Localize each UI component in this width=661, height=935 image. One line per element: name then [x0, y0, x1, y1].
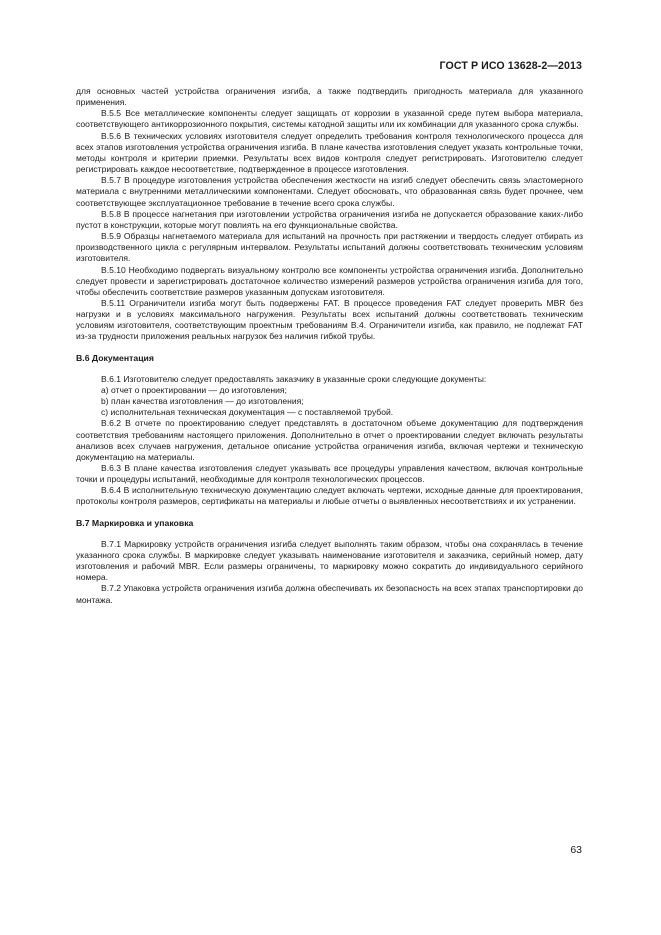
list-item-a: a) отчет о проектировании — до изготовления; [101, 384, 287, 395]
paragraph-b-5-6: B.5.6 В технических условиях изготовителя следует определить требования контроля технологического процесса для всех этапов изготовления устройства ограничения изгиба. В плане качества изготовления следует указать контрольные точки, методы контроля и критерии приемки. Результаты всех видов контроля следует регистрировать. Изготовителю следует регистрировать каждое несоответствие, подтвержденное в процессе изготовления. [76, 130, 583, 175]
paragraph-b-7-2: B.7.2 Упаковка устройств ограничения изгиба должна обеспечивать их безопасность на всех этапах транспортировки до монтажа. [76, 583, 583, 605]
paragraph-b-6-1: B.6.1 Изготовителю следует предоставлять заказчику в указанные сроки следующие документы: [101, 373, 487, 384]
paragraph-b-7-1: B.7.1 Маркировку устройств ограничения изгиба следует выполнять таким образом, чтобы она сохранялась в течение указанного срока службы. В маркировке следует указывать наименование изготовителя и заказчика, серийный номер, дату изготовления и рабочий MBR. Если размеры ограничены, то маркировку можно сократить до индивидуального серийного номера. [76, 538, 583, 583]
paragraph-b-6-4: B.6.4 В исполнительную техническую документацию следует включать чертежи, исходные данные для проектирования, протоколы контроля размеров, сертификаты на материалы и любые отчеты о выявленных несоответствиях и их устранении. [76, 485, 583, 507]
paragraph-b-5-11: B.5.11 Ограничители изгиба могут быть подвержены FAT. В процессе проведения FAT следует проверить MBR без нагрузки и в условиях максимального нагружения. Результаты всех испытаний должны соответствовать техническим условиям изготовителя, соответствующим проектным требованиям B.4. Ограничители изгиба, как правило, не подлежат FAT из-за трудности приложения реальных нагрузок без наличия гибкой трубы. [76, 297, 583, 342]
list-item-c: c) исполнительная техническая документация — с поставляемой трубой. [101, 407, 394, 418]
list-item-b: b) план качества изготовления — до изготовления; [101, 396, 304, 407]
paragraph-b-5-5: B.5.5 Все металлические компоненты следует защищать от коррозии в указанной среде путем выбора материала, соответствующего антикоррозионного покрытия, системы катодной защиты или их комбинации для указанного срока службы. [76, 108, 583, 130]
page-number: 63 [570, 844, 582, 856]
paragraph-b-6-2: B.6.2 В отчете по проектированию следует представлять в достаточном объеме документацию для подтверждения соответствия требованиям настоящего приложения. Дополнительно в отчет о проектировании следует включать результаты анализов всех случаев нагружения, детальное описание устройства ограничения изгиба, включая чертежи и техническую документацию на материалы. [76, 418, 583, 462]
paragraph-b-5-8: B.5.8 В процессе нагнетания при изготовлении устройства ограничения изгиба не допускается образование каких-либо пустот в конструкции, которые могут повлиять на его функциональные свойства. [76, 208, 583, 230]
paragraph-b-5-10: B.5.10 Необходимо подвергать визуальному контролю все компоненты устройства ограничения изгиба. Дополнительно следует провести и зарегистрировать достаточное количество измерений размеров устройства ограничения изгиба для того, чтобы обеспечить соответствие размеров указанным допускам изготовителя. [76, 264, 583, 297]
paragraph-b-5-7: B.5.7 В процедуре изготовления устройства обеспечения жесткости на изгиб следует обеспечить связь эластомерного материала с внутренними металлическими компонентами. Следует обосновать, что образованная связь будет прочнее, чем соответствующее эксплуатационное требование в течение всего срока службы. [76, 175, 583, 208]
section-title-b-7: B.7 Маркировка и упаковка [76, 517, 194, 528]
paragraph-b-5-9: B.5.9 Образцы нагнетаемого материала для испытаний на прочность при растяжении и твердость следует отбирать из производственного цикла с регулярным интервалом. Результаты испытаний должны соответствовать техническим условиям изготовителя. [76, 231, 583, 264]
document-code-header: ГОСТ Р ИСО 13628-2—2013 [439, 60, 582, 72]
page-body [76, 86, 583, 606]
section-title-b-6: B.6 Документация [76, 352, 154, 363]
paragraph-continuation: для основных частей устройства ограничения изгиба, а также подтвердить пригодность материала для указанного применения. [76, 86, 583, 108]
paragraph-b-6-3: B.6.3 В плане качества изготовления следует указывать все процедуры управления качеством, включая контрольные точки и процедуры испытаний, необходимые для контроля технологических процессов. [76, 463, 583, 485]
